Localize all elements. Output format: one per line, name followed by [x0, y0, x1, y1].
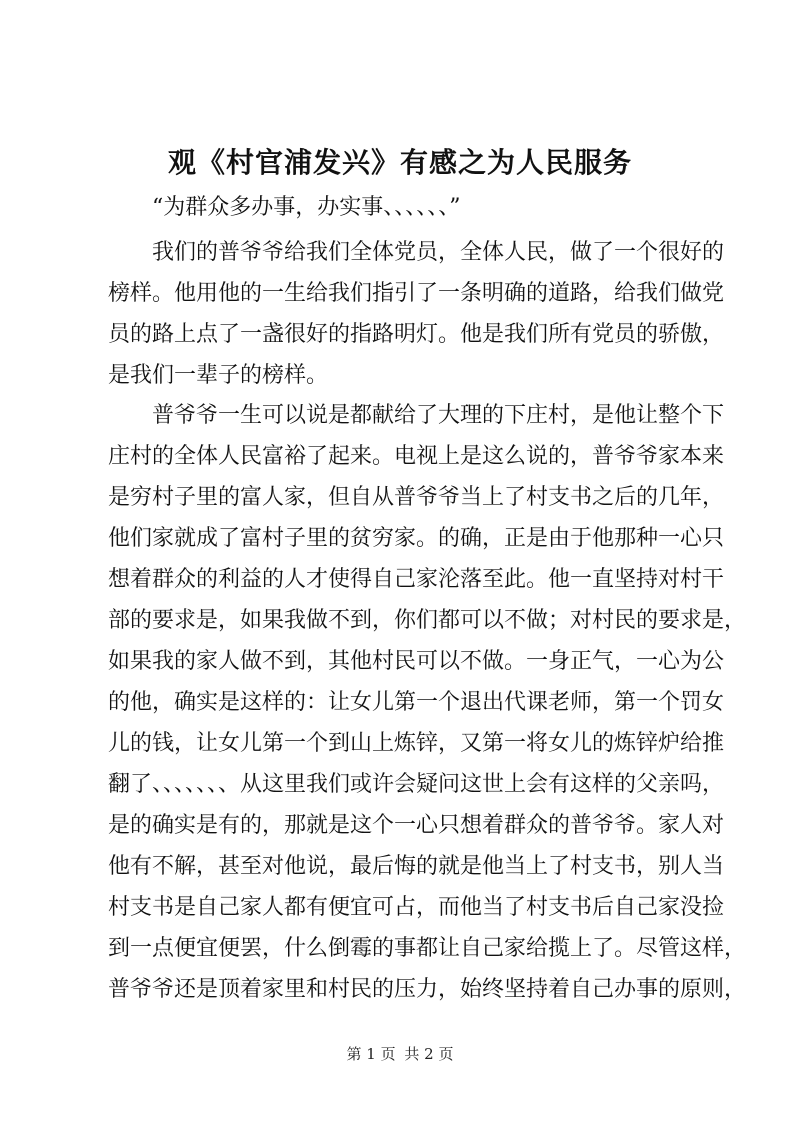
page-footer — [0, 1044, 800, 1064]
paragraph-line: 如果我的家人做不到，其他村民可以不做。一身正气，一心为公 — [108, 649, 725, 674]
paragraph-line: 是我们一辈子的榜样。 — [108, 363, 329, 388]
paragraph-line: 是的确实是有的，那就是这个一心只想着群众的普爷爷。家人对 — [108, 813, 725, 838]
paragraph-line: 想着群众的利益的人才使得自己家沦落至此。他一直坚持对村干 — [108, 567, 725, 592]
paragraph-line: 庄村的全体人民富裕了起来。电视上是这么说的，普爷爷家本来 — [108, 444, 725, 469]
paragraph-line: 部的要求是，如果我做不到，你们都可以不做；对村民的要求是， — [108, 608, 747, 633]
paragraph-2 — [108, 395, 747, 1010]
paragraph-line: 他有不解，甚至对他说，最后悔的就是他当上了村支书，别人当 — [108, 854, 725, 879]
paragraph-line: 到一点便宜便罢，什么倒霉的事都让自己家给揽上了。尽管这样， — [108, 936, 747, 961]
paragraph-line: 我们的普爷爷给我们全体党员，全体人民，做了一个很好的 — [152, 240, 725, 265]
document-title: 观《村官浦发兴》有感之为人民服务 — [167, 146, 632, 179]
paragraph-line: 榜样。他用他的一生给我们指引了一条明确的道路，给我们做党 — [108, 281, 725, 306]
paragraph-line: 他们家就成了富村子里的贫穷家。的确，正是由于他那种一心只 — [108, 526, 725, 551]
paragraph-line: 员的路上点了一盏很好的指路明灯。他是我们所有党员的骄傲， — [108, 322, 725, 347]
page-total: 共 2 页 — [404, 1045, 454, 1063]
paragraph-line: 翻了、、、、、、、从这里我们或许会疑问这世上会有这样的父亲吗， — [108, 772, 725, 797]
paragraph-line: 儿的钱，让女儿第一个到山上炼锌，又第一将女儿的炼锌炉给推 — [108, 731, 725, 756]
paragraph-line: 是穷村子里的富人家，但自从普爷爷当上了村支书之后的几年， — [108, 485, 725, 510]
paragraph-1 — [108, 232, 725, 396]
page-number: 第 1 页 — [346, 1045, 396, 1063]
paragraph-line: 普爷爷还是顶着家里和村民的压力，始终坚持着自己办事的原则， — [108, 977, 747, 1002]
paragraph-line: 的他，确实是这样的：让女儿第一个退出代课老师，第一个罚女 — [108, 690, 725, 715]
paragraph-line: 普爷爷一生可以说是都献给了大理的下庄村，是他让整个下 — [152, 403, 725, 428]
quote-line: “为群众多办事，办实事、、、、、、” — [152, 195, 461, 220]
paragraph-line: 村支书是自己家人都有便宜可占，而他当了村支书后自己家没捡 — [108, 895, 725, 920]
quote-paragraph — [108, 187, 708, 228]
